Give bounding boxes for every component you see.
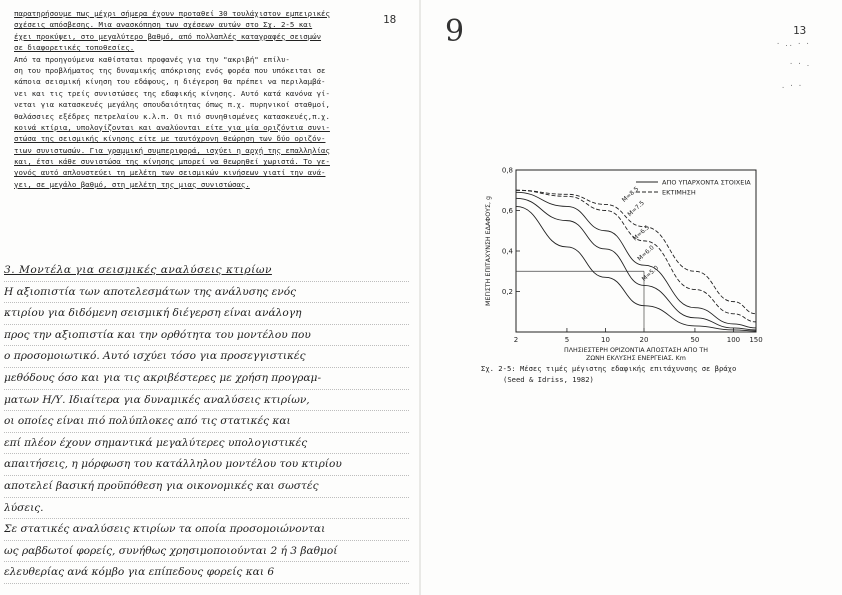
handwritten-line: αποτελεί βασική προϋπόθεση για οικονομικές και σωστές — [4, 476, 409, 498]
x-tick-label: 20 — [639, 336, 649, 344]
caption-line-2: (Seed & Idriss, 1982) — [503, 375, 594, 384]
x-tick-label: 150 — [749, 336, 763, 344]
handwritten-line: ματων Η/Υ. Ιδιαίτερα για δυναμικές αναλύσεις κτιρίων, — [4, 390, 409, 412]
typed-line: παρατηρήσουμε πως μέχρι σήμερα έχουν προταθεί 30 τουλάχιστον εμπειρικές — [14, 9, 330, 18]
typed-line: κάποια σεισμική κίνηση του εδάφους, η διέγερση θα πρέπει να περιλαμβά- — [14, 77, 326, 87]
x-tick-label: 5 — [564, 336, 570, 344]
y-tick-label: 0,8 — [501, 166, 513, 175]
caption-line-1: Σχ. 2-5: Μέσες τιμές μέγιστης εδαφικής επιτάχυνσης σε βράχο — [481, 364, 737, 373]
x-axis-label: ΠΛΗΣΙΕΣΤΕΡΗ ΟΡΙΖΟΝΤΙΑ ΑΠΟΣΤΑΣΗ ΑΠΟ ΤΗ — [564, 347, 708, 354]
handwritten-line: ως ραβδωτοί φορείς, συνήθως χρησιμοποιούνται 2 ή 3 βαθμοί — [4, 541, 409, 563]
x-tick-label: 2 — [513, 336, 519, 344]
typed-line: σε διαφορετικές τοποθεσίες. — [14, 43, 135, 53]
typed-line: και, έτσι κάθε συνιστώσα της κίνησης μπορεί να θεωρηθεί χωριστά. Το γε- — [14, 157, 330, 167]
typed-line: Από τα προηγούμενα καθίσταται προφανές για την "ακριβή" επίλυ- — [14, 54, 290, 64]
typed-line: σχέσεις απόσβεσης. Μια ανασκόπηση των σχέσεων αυτών στο Σχ. 2-5 και — [14, 20, 313, 30]
series-line — [516, 198, 756, 330]
y-tick-label: 0,4 — [501, 247, 513, 256]
left-page-number: 18 — [383, 13, 397, 26]
typed-line: νει και τις τρείς συνιστώσες της εδαφικής κίνησης. Αυτό κατά κανόνα γί- — [14, 88, 330, 98]
handwritten-line: επί πλέον έχουν σημαντικά μεγαλύτερες υπολογιστικές — [4, 433, 409, 455]
typed-line: τιων συνιστωσών. Για γραμμική συμπεριφορά, ισχύει η αρχή της επαλληλίας — [14, 145, 330, 155]
legend-label: ΕΚΤΙΜΗΣΗ — [662, 188, 696, 197]
series-label: M=6.5 — [631, 223, 651, 243]
typed-line: γονός αυτό απλουστεύει τη μελέτη των σεισμικών κινήσεων γιατί την ανά- — [14, 168, 326, 178]
typed-line: γει, σε μεγάλο βαθμό, στη μελέτη της μιας συνιστώσας. — [14, 179, 250, 189]
series-label: M=8.5 — [620, 185, 641, 204]
handwritten-line: Σε στατικές αναλύσεις κτιρίων τα οποία προσομοιώνονται — [4, 519, 409, 541]
typed-line: στώσα της σεισμικής κίνησης είτε με ταυτόχρονη θεώρηση των δύο οριζόν- — [14, 134, 326, 144]
y-tick-label: 0,2 — [501, 288, 513, 296]
handwritten-line: προς την αξιοπιστία και την ορθότητα του μοντέλου που — [4, 325, 409, 347]
handwritten-line: μεθόδους όσο και για τις ακριβέστερες με χρήση προγραμ- — [4, 368, 409, 390]
typed-paragraph-block — [14, 8, 370, 190]
scan-speckle: · .. · · — [776, 40, 810, 48]
scan-speckle: · · . — [789, 60, 811, 68]
acceleration-attenuation-chart — [478, 160, 778, 360]
x-axis-label-line2: ΖΩΝΗ ΕΚΛΥΣΗΣ ΕΝΕΡΓΕΙΑΣ, Km — [586, 355, 686, 360]
right-page-number: 13 — [793, 24, 807, 37]
series-label: M=6.0 — [636, 244, 656, 263]
handwritten-line: λύσεις. — [4, 498, 409, 520]
handwritten-section — [4, 260, 409, 584]
typed-line: θαλάσσιες εξέδρες πετρελαίου κ.λ.π. Οι πιό συνηθισμένες κατασκευές,π.χ. — [14, 111, 330, 121]
handwritten-line: ελευθερίας ανά κόμβο για επίπεδους φορείς και 6 — [4, 562, 409, 584]
handwritten-line: απαιτήσεις, η μόρφωση του κατάλληλου μοντέλου του κτιρίου — [4, 454, 409, 476]
handwritten-line: ο προσομοιωτικό. Αυτό ισχύει τόσο για προσεγγιστικές — [4, 346, 409, 368]
handwritten-line: Η αξιοπιστία των αποτελεσμάτων της ανάλυσης ενός — [4, 282, 409, 304]
scan-speckle: . · · — [781, 82, 803, 90]
series-label: M=7.5 — [626, 199, 646, 219]
x-tick-label: 50 — [690, 336, 700, 344]
y-axis-label: ΜΕΓΙΣΤΗ ΕΠΙΤΑΧΥΝΣΗ ΕΔΑΦΟΥΣ, g — [485, 196, 492, 306]
figure-caption — [481, 363, 736, 385]
typed-line: νεται για κατασκευές μεγάλης σπουδαιότητας όπως π.χ. πυρηνικοί σταθμοί, — [14, 100, 330, 110]
legend-label: ΑΠΟ ΥΠΑΡΧΟΝΤΑ ΣΤΟΙΧΕΙΑ — [662, 178, 751, 187]
typed-line: έχει προκύψει, στο μεγαλύτερο βαθμό, από πολλαπλές καταγραφές σεισμών — [14, 31, 322, 41]
typed-line: ση του προβλήματος της δυναμικής απόκρισης ενός φορέα που υπόκειται σε — [14, 65, 326, 75]
series-label: M=5.0 — [640, 264, 661, 283]
typed-line: κοινά κτίρια, υπολογίζονται και αναλύονται είτε για μία οριζόντια συνι- — [14, 122, 330, 132]
handwritten-page-mark: 9 — [445, 14, 465, 49]
handwritten-line: κτιρίου για διδόμενη σεισμική διέγερση είναι ανάλογη — [4, 303, 409, 325]
x-tick-label: 10 — [601, 336, 610, 344]
handwritten-line: οι οποίες είναι πιό πολύπλοκες από τις στατικές και — [4, 411, 409, 433]
y-tick-label: 0,6 — [501, 207, 513, 215]
x-tick-label: 100 — [726, 336, 741, 344]
section-heading: 3. Μοντέλα για σεισμικές αναλύσεις κτιρίων — [4, 260, 409, 282]
